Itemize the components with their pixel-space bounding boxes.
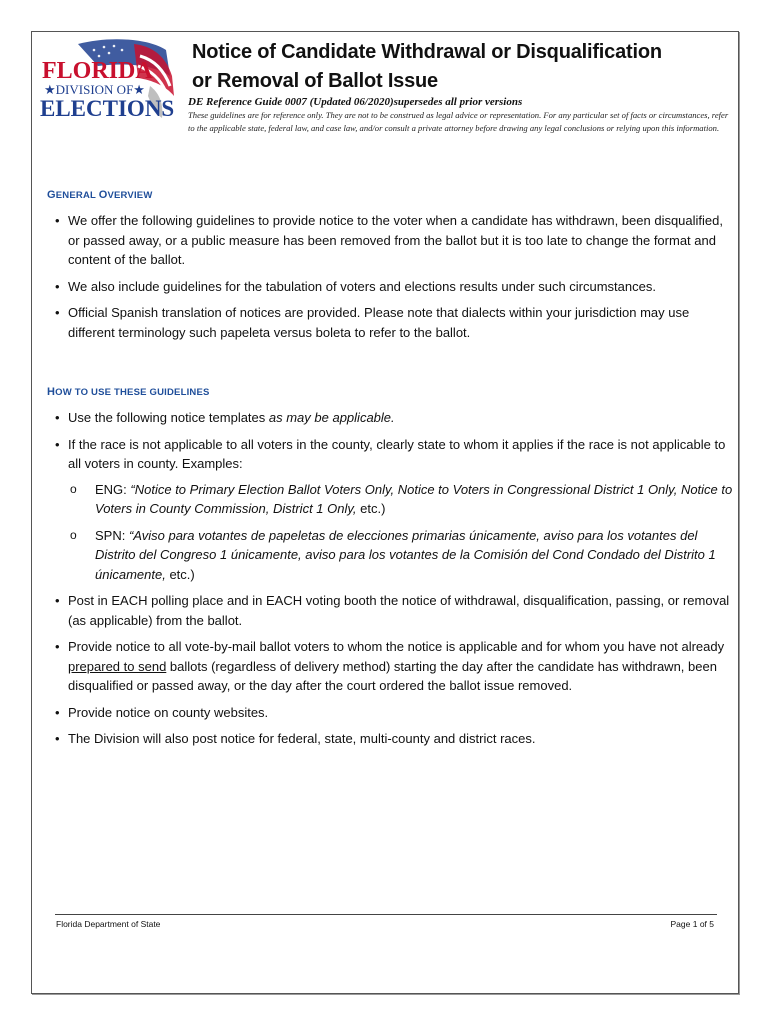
florida-division-of-elections-logo [38, 36, 178, 128]
logo-division-text: ★DIVISION OF★ [44, 82, 145, 97]
example-eng: o ENG: “Notice to Primary Election Ballot Voters Only, Notice to Voters in Congressional District 1 Only, Notice to Voters in County Commission, District 1 Only, etc.) [68, 480, 737, 519]
footer-department: Florida Department of State [56, 919, 161, 929]
logo-florida-text: FLORIDA [42, 58, 153, 84]
disclaimer-text: These guidelines are for reference only. They are not to be construed as legal advice or representation. For any particular set of facts or circumstances, refer to the applicable state, federal law, and case law, and/or consult a private attorney before drawing any legal conclusions or relying upon this information. [188, 110, 729, 133]
list-item: • Provide notice on county websites. [55, 703, 737, 723]
example-spn: o SPN: “Aviso para votantes de papeletas de elecciones primarias únicamente, aviso para los votantes del Distrito del Congreso 1 únicamente, aviso para los votantes de la Comisión del Cond Condado del Distrito 1 únicamente, etc.) [68, 526, 737, 585]
footer-page-number: Page 1 of 5 [670, 919, 714, 929]
page-title [192, 38, 662, 96]
list-item: • Use the following notice templates as may be applicable. [55, 408, 737, 428]
title-line-1: Notice of Candidate Withdrawal or Disqualification [192, 41, 662, 63]
reference-guide-line: DE Reference Guide 0007 (Updated 06/2020)supersedes all prior versions [188, 96, 523, 108]
how-to-heading: HOW TO USE THESE GUIDELINES [47, 386, 210, 398]
list-item: • Provide notice to all vote-by-mail ballot voters to whom the notice is applicable and for whom you have not already prepared to send ballots (regardless of delivery method) starting the day after the candidate has withdrawn, been disqualified or passed away, or the day after the court ordered the ballot issue removed. [55, 637, 737, 696]
list-item: • If the race is not applicable to all voters in the county, clearly state to whom it applies if the race is not applicable to all voters in county. Examples: o ENG: “Notice to Primary Election Ballot Voters Only, Notice to Voters in Congressional District 1 Only, Notice to Voters in County Commission, District 1 Only, etc.) o SPN: “Aviso para votantes de papeletas de elecciones primarias únicamente, aviso para los votantes del Distrito del Congreso 1 únicamente, aviso para los votantes de la Comisión del Cond Condado del Distrito 1 únicamente, etc.) [55, 435, 737, 585]
footer-divider [55, 914, 717, 915]
list-item: • The Division will also post notice for federal, state, multi-county and district races. [55, 729, 737, 749]
logo-elections-text: ELECTIONS [40, 96, 175, 121]
list-item: • We also include guidelines for the tabulation of voters and elections results under such circumstances. [55, 277, 737, 297]
title-line-2: or Removal of Ballot Issue [192, 70, 438, 92]
list-item: • We offer the following guidelines to provide notice to the voter when a candidate has withdrawn, been disqualified, or passed away, or a public measure has been removed from the ballot but it is too late to change the format and content of the ballot. [55, 211, 737, 270]
how-to-list [55, 408, 737, 756]
general-overview-list [55, 211, 737, 349]
examples-sublist [68, 480, 737, 585]
general-overview-heading: GENERAL OVERVIEW [47, 189, 153, 201]
list-item: • Official Spanish translation of notices are provided. Please note that dialects within your jurisdiction may use different terminology such papeleta versus boleta to refer to the ballot. [55, 303, 737, 342]
list-item: • Post in EACH polling place and in EACH voting booth the notice of withdrawal, disqualification, passing, or removal (as applicable) from the ballot. [55, 591, 737, 630]
